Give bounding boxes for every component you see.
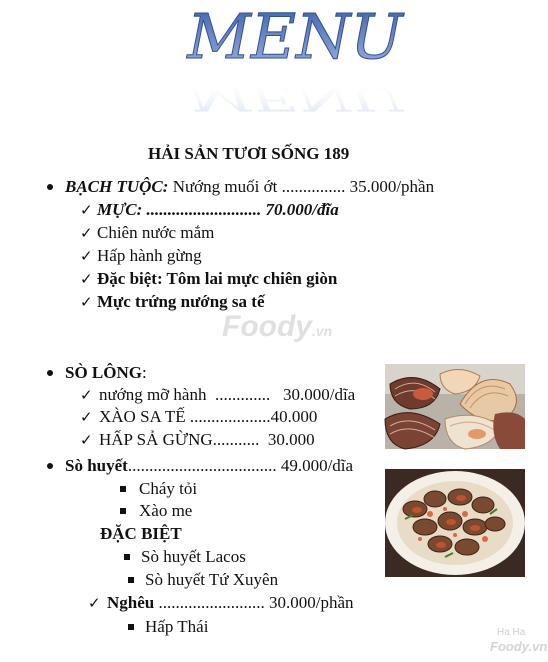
special-heading: ĐẶC BIỆT bbox=[100, 524, 182, 543]
foody-watermark: Foody.vn bbox=[222, 310, 333, 343]
special-item: Sò huyết Lacos bbox=[141, 547, 246, 566]
so-long-item: nướng mỡ hành ............. 30.000/dĩa bbox=[99, 385, 356, 404]
check-icon: ✓ bbox=[80, 201, 93, 219]
squid-name: MỰC: bbox=[97, 200, 143, 219]
special-item: Sò huyết Tứ Xuyên bbox=[145, 570, 279, 589]
square-bullet bbox=[128, 577, 134, 583]
check-icon: ✓ bbox=[88, 594, 101, 612]
square-bullet bbox=[120, 508, 126, 514]
square-bullet bbox=[124, 554, 130, 560]
squid-item-special: Mực trứng nướng sa tế bbox=[97, 292, 265, 311]
square-bullet bbox=[128, 624, 134, 630]
square-bullet bbox=[120, 486, 126, 492]
ngheu-line: Nghêu ......................... 30.000/phần bbox=[107, 593, 354, 612]
check-icon: ✓ bbox=[80, 224, 93, 242]
octopus-desc: Nướng muối ớt bbox=[172, 177, 278, 196]
check-icon: ✓ bbox=[80, 270, 93, 288]
octopus-price: 35.000/phần bbox=[349, 177, 435, 196]
restaurant-title: HẢI SẢN TƯƠI SỐNG 189 bbox=[148, 144, 350, 163]
so-long-item: XÀO SA TẾ ...................40.000 bbox=[99, 407, 318, 426]
so-long-item: HẤP SẢ GỪNG........... 30.000 bbox=[99, 430, 315, 449]
squid-dots: ........................... bbox=[146, 200, 262, 219]
squid-item: Hấp hành gừng bbox=[97, 246, 202, 265]
scallop-photo bbox=[385, 364, 525, 449]
bullet-dot bbox=[47, 463, 53, 469]
bullet-dot bbox=[47, 184, 53, 190]
so-long-heading: SÒ LÔNG: bbox=[65, 363, 147, 382]
squid-line bbox=[97, 199, 339, 221]
check-icon: ✓ bbox=[80, 247, 93, 265]
check-icon: ✓ bbox=[80, 431, 93, 449]
octopus-line bbox=[65, 176, 434, 198]
octopus-name: BẠCH TUỘC: bbox=[65, 177, 169, 196]
octopus-dots: ............... bbox=[281, 177, 346, 196]
check-icon: ✓ bbox=[80, 408, 93, 426]
svg-text:MENU: MENU bbox=[187, 78, 403, 119]
check-icon: ✓ bbox=[80, 293, 93, 311]
ngheu-item: Hấp Thái bbox=[145, 617, 209, 636]
so-huyet-line: Sò huyết................................... 49.000/dĩa bbox=[65, 456, 354, 475]
squid-price: 70.000/đĩa bbox=[265, 200, 339, 219]
squid-item: Chiên nước mắm bbox=[97, 223, 215, 242]
haha-watermark: Ha Ha bbox=[497, 627, 526, 638]
so-huyet-item: Cháy tỏi bbox=[139, 479, 198, 498]
cockle-dish-photo bbox=[385, 469, 525, 577]
svg-text:MENU: MENU bbox=[187, 0, 403, 73]
squid-item-special: Đặc biệt: Tôm lai mực chiên giòn bbox=[97, 269, 338, 288]
check-icon: ✓ bbox=[80, 386, 93, 404]
foody-corner-watermark: Foody.vn bbox=[490, 639, 548, 654]
menu-logo bbox=[170, 0, 420, 119]
bullet-dot bbox=[47, 370, 53, 376]
so-huyet-item: Xào me bbox=[139, 501, 193, 520]
